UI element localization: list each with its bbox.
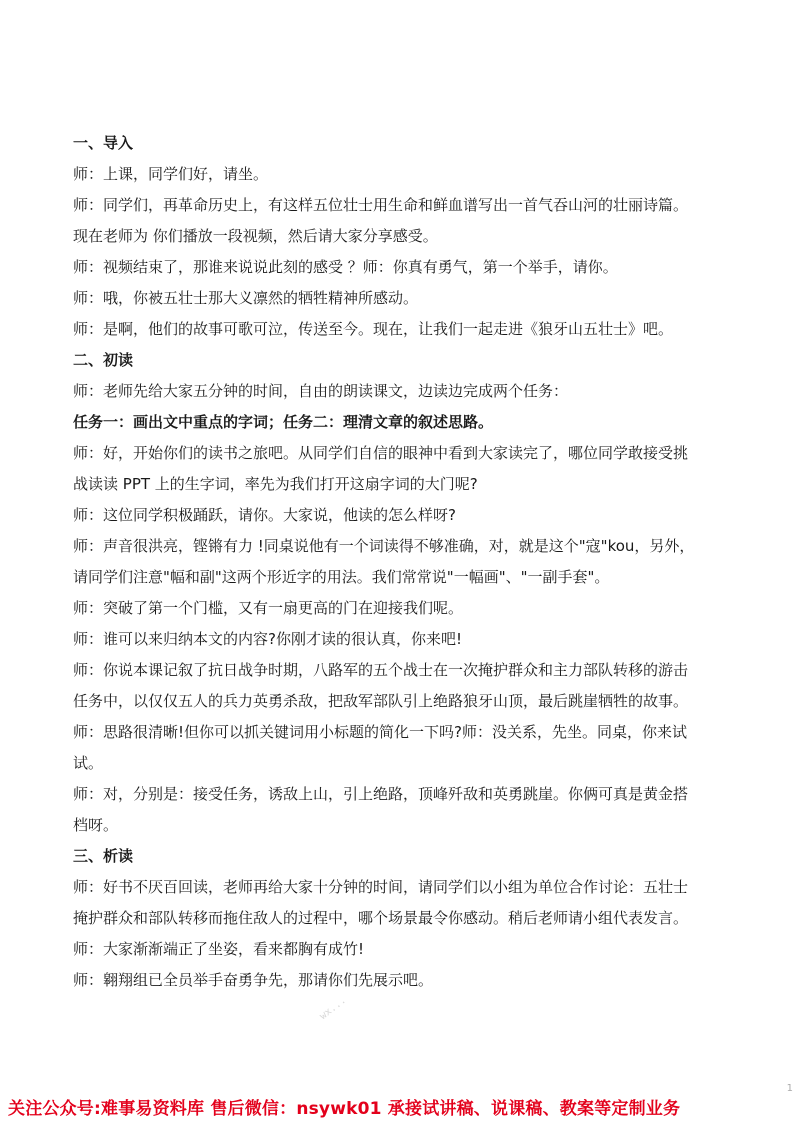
- text-line: 师：思路很清晰!但你可以抓关键词用小标题的简化一下吗?师：没关系，先坐。同桌，你来试: [73, 723, 687, 741]
- text-line: 师：大家渐渐端正了坐姿，看来都胸有成竹!: [73, 940, 365, 958]
- text-line: 师：哦，你被五壮士那大义凛然的牺牲精神所感动。: [73, 289, 419, 307]
- text-line: 档呀。: [73, 816, 119, 834]
- text-line: 现在老师为 你们播放一段视频，然后请大家分享感受。: [73, 227, 438, 245]
- text-line: 掩护群众和部队转移而拖住敌人的过程中，哪个场景最令你感动。稍后老师请小组代表发言。: [73, 909, 689, 927]
- text-line: 师：同学们，再革命历史上，有这样五位壮士用生命和鲜血谱写出一首气吞山河的壮丽诗篇。: [73, 196, 689, 214]
- promo-footer: 关注公众号:难事易资料库 售后微信：nsywk01 承接试讲稿、说课稿、教案等定制业务: [8, 1099, 681, 1119]
- text-line: 师：翱翔组已全员举手奋勇争先，那请你们先展示吧。: [73, 971, 434, 989]
- text-line: 试。: [73, 754, 104, 772]
- text-line: 师：好书不厌百回读，老师再给大家十分钟的时间，请同学们以小组为单位合作讨论：五壮士: [73, 878, 689, 896]
- text-line: 师：谁可以来归纳本文的内容?你刚才读的很认真，你来吧!: [73, 630, 462, 648]
- text-line: 师：视频结束了，那谁来说说此刻的感受 ？师：你真有勇气，第一个举手，请你。: [73, 258, 618, 276]
- text-line: 师：好，开始你们的读书之旅吧。从同学们自信的眼神中看到大家读完了，哪位同学敢接受挑: [73, 444, 689, 462]
- text-line: 师：突破了第一个门槛，又有一扇更高的门在迎接我们呢。: [73, 599, 464, 617]
- section-heading: 二、初读: [73, 351, 134, 369]
- page-edge-mark: 1: [786, 1083, 793, 1094]
- text-line: 师：上课，同学们好，请坐。: [73, 165, 269, 183]
- text-line: 师：你说本课记叙了抗日战争时期，八路军的五个战士在一次掩护群众和主力部队转移的游击: [73, 661, 689, 679]
- document-body: [73, 128, 733, 996]
- text-line: 师：对，分别是：接受任务，诱敌上山，引上绝路，顶峰歼敌和英勇跳崖。你俩可真是黄金搭: [73, 785, 689, 803]
- task-line: 任务一：画出文中重点的字词；任务二：理清文章的叙述思路。: [73, 413, 494, 431]
- text-line: 战读读 PPT 上的生字词，率先为我们打开这扇字词的大门呢?: [73, 475, 478, 493]
- text-line: 师：是啊，他们的故事可歌可泣，传送至今。现在，让我们一起走进《狼牙山五壮士》吧。: [73, 320, 674, 338]
- section-heading: 三、析读: [73, 847, 134, 865]
- text-line: 师：声音很洪亮，铿锵有力 !同桌说他有一个词读得不够准确，对，就是这个"寇"kou，另外，: [73, 537, 695, 555]
- text-line: 师：这位同学积极踊跃，请你。大家说，他读的怎么样呀?: [73, 506, 456, 524]
- text-line: 任务中，以仅仅五人的兵力英勇杀敌，把敌军部队引上绝路狼牙山顶，最后跳崖牺牲的故事。: [73, 692, 689, 710]
- text-line: 请同学们注意"幅和副"这两个形近字的用法。我们常常说"一幅画"、"一副手套"。: [73, 568, 610, 586]
- text-line: 师：老师先给大家五分钟的时间，自由的朗读课文，边读边完成两个任务：: [73, 382, 569, 400]
- section-heading: 一、导入: [73, 134, 134, 152]
- watermark: wx...: [317, 994, 349, 1023]
